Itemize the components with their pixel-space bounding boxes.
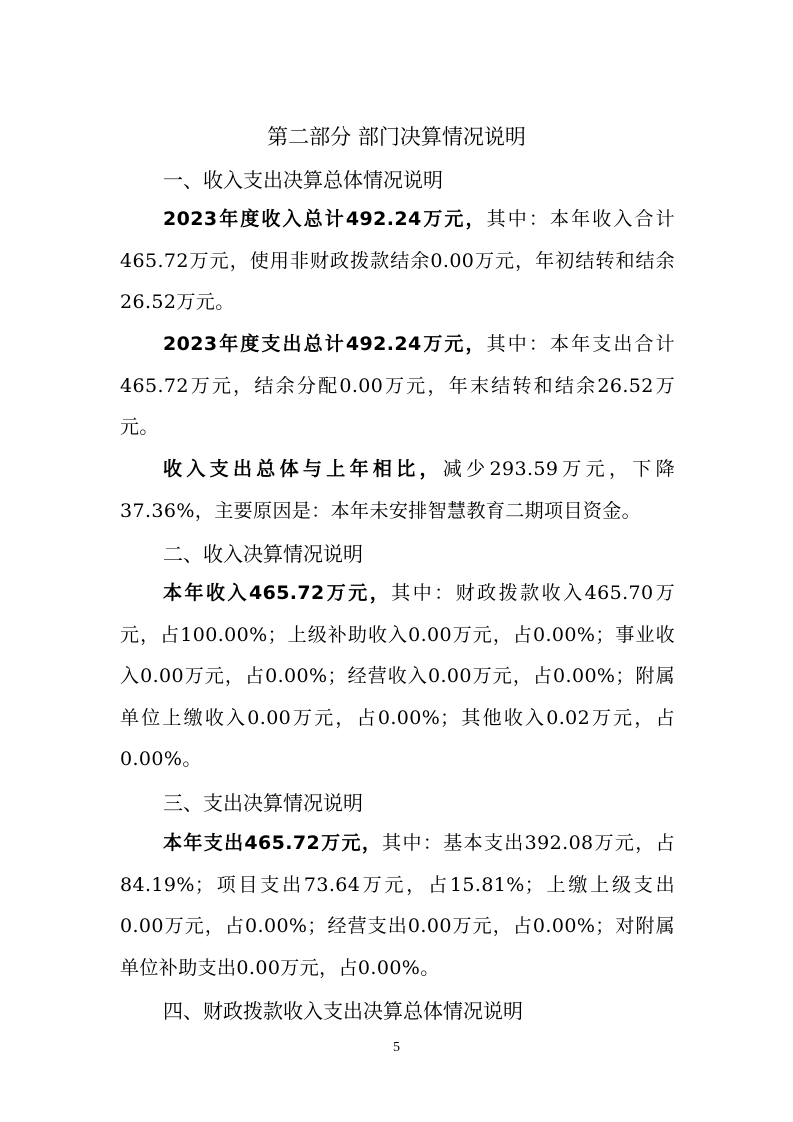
paragraph-total-income: [120, 199, 675, 324]
paragraph-year-comparison: [120, 449, 675, 532]
paragraph-lead: 收入支出总体与上年相比，: [163, 458, 443, 480]
paragraph-body: 减少293.59万元，下降37.36%，主要原因是：本年未安排智慧教育二期项目资金。: [120, 458, 675, 522]
paragraph-body: 其中：财政拨款收入465.70万元，占100.00%；上级补助收入0.00万元，占0.00%；事业收入0.00万元，占0.00%；经营收入0.00万元，占0.00%；附属单位上缴收入0.00万元，占0.00%；其他收入0.02万元，占0.00%。: [120, 582, 675, 770]
section-heading-overview: 一、收入支出决算总体情况说明: [163, 168, 443, 192]
page-title: 第二部分 部门决算情况说明: [267, 125, 526, 149]
paragraph-income-detail: [120, 573, 675, 781]
paragraph-body: 其中：基本支出392.08万元，占84.19%；项目支出73.64万元，占15.81%；上缴上级支出0.00万元，占0.00%；经营支出0.00万元，占0.00%；对附属单位补助支出0.00万元，占0.00%。: [120, 832, 675, 979]
paragraph-lead: 2023年度收入总计492.24万元，: [163, 208, 487, 230]
paragraph-total-expenditure: [120, 324, 675, 449]
paragraph-lead: 本年收入465.72万元，: [163, 582, 392, 604]
paragraph-body: 其中：本年支出合计465.72万元，结余分配0.00万元，年末结转和结余26.52万元。: [120, 333, 675, 438]
paragraph-expenditure-detail: [120, 823, 675, 989]
paragraph-body: 其中：本年收入合计465.72万元，使用非财政拨款结余0.00万元，年初结转和结余26.52万元。: [120, 208, 675, 313]
section-heading-income: 二、收入决算情况说明: [163, 542, 363, 566]
paragraph-lead: 本年支出465.72万元，: [163, 832, 383, 854]
paragraph-lead: 2023年度支出总计492.24万元，: [163, 333, 487, 355]
section-heading-fiscal: 四、财政拨款收入支出决算总体情况说明: [163, 999, 523, 1023]
page-number: 5: [393, 1040, 400, 1055]
section-heading-expenditure: 三、支出决算情况说明: [163, 791, 363, 815]
